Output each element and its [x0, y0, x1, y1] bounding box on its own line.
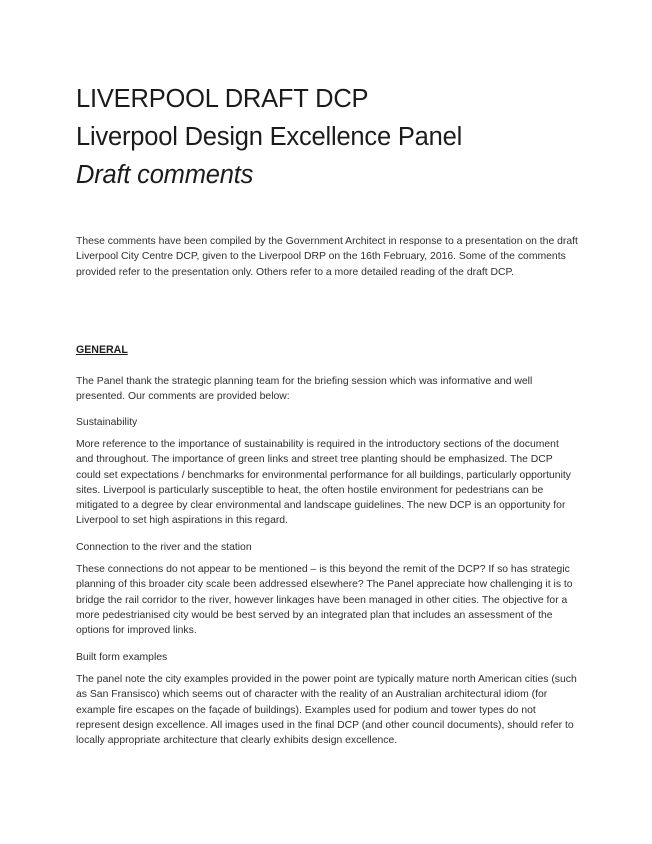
general-heading: GENERAL — [76, 344, 128, 356]
section-title-connection: Connection to the river and the station — [76, 542, 252, 553]
general-intro-paragraph: The Panel thank the strategic planning team for the briefing session which was informative and well presented. Our comments are provided below: — [76, 376, 533, 403]
document-subtitle: Liverpool Design Excellence Panel — [76, 123, 463, 151]
section-title-built-form: Built form examples — [76, 652, 168, 663]
document-status: Draft comments — [76, 161, 254, 189]
section-text-connection: These connections do not appear to be mentioned – is this beyond the remit of the DCP? If so has strategic planning of this broader city scale been addressed elsewhere? The Panel appreciate how challenging it is to bridge the rail corridor to the river, however linkages have been managed in other cities. The objective for a more pedestrianised city would be best served by an integrated plan that includes an assessment of the options for improved links. — [76, 564, 573, 637]
section-title-sustainability: Sustainability — [76, 417, 138, 428]
section-text-sustainability: More reference to the importance of sustainability is required in the introductory sections of the document and throughout. The importance of green links and street tree planting should be emphasized. The DCP could set expectations / benchmarks for environmental performance for all buildings, particularly opportunity sites. Liverpool is particularly susceptible to heat, the often hostile environment for pedestrians can be mitigated to a degree by clear environmental and landscape guidelines. The new DCP is an opportunity for Liverpool to set high aspirations in this regard. — [76, 439, 571, 527]
section-text-built-form: The panel note the city examples provided in the power point are typically mature north American cities (such as San Fransisco) which seems out of character with the reality of an Australian architectural idiom (for example fire escapes on the façade of buildings). Examples used for podium and tower types do not represent design excellence. All images used in the final DCP (and other council documents), should refer to locally appropriate architecture that clearly exhibits design excellence. — [76, 674, 577, 747]
document-title-block — [76, 80, 596, 194]
intro-paragraph: These comments have been compiled by the Government Architect in response to a presentation on the draft Liverpool City Centre DCP, given to the Liverpool DRP on the 16th February, 2016. Some of the comments provided refer to the presentation only. Others refer to a more detailed reading of the draft DCP. — [76, 236, 578, 278]
document-title: LIVERPOOL DRAFT DCP — [76, 85, 369, 113]
